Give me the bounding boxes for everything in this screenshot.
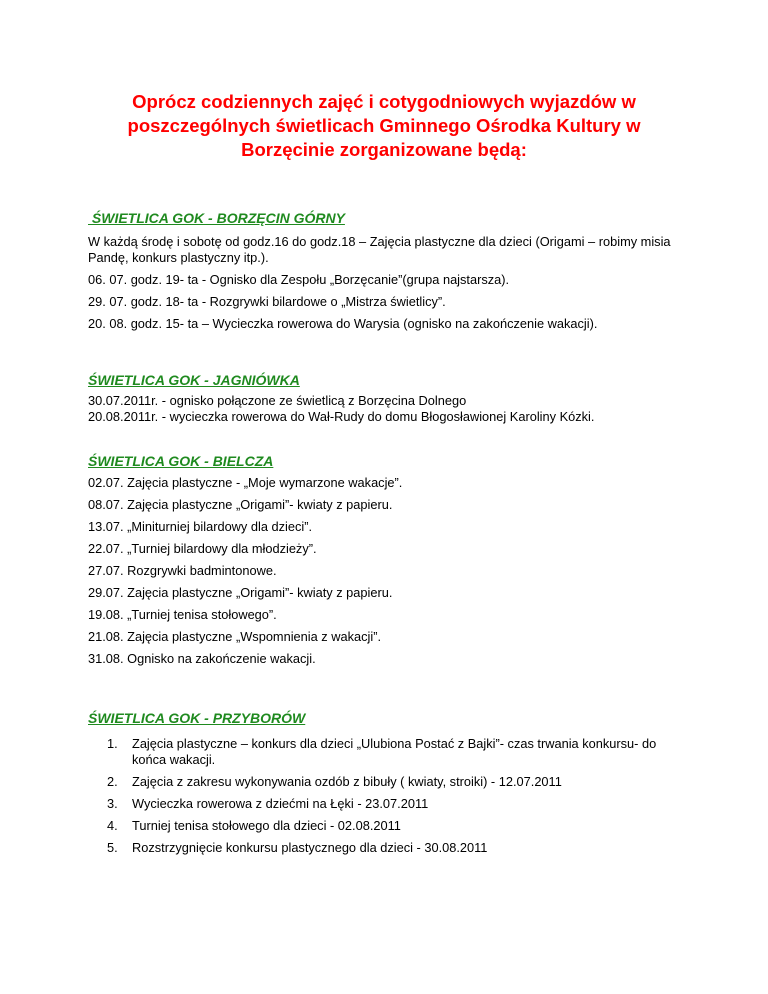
title-line-3: Borzęcinie zorganizowane będą: (241, 139, 527, 160)
list-text: Rozstrzygnięcie konkursu plastycznego dla dzieci - 30.08.2011 (132, 840, 488, 855)
section-item: W każdą środę i sobotę od godz.16 do godz.18 – Zajęcia plastyczne dla dzieci (Origami – robimy misia Pandę, konkurs plastyczny itp.). (88, 234, 671, 265)
list-text: Turniej tenisa stołowego dla dzieci - 02.08.2011 (132, 818, 401, 833)
list-item (107, 736, 657, 768)
section-heading: ŚWIETLICA GOK - PRZYBORÓW (88, 710, 306, 726)
list-number: 3. (107, 796, 118, 811)
section-heading: ŚWIETLICA GOK - BORZĘCIN GÓRNY (88, 210, 345, 226)
section-item: 06. 07. godz. 19- ta - Ognisko dla Zespołu „Borzęcanie”(grupa najstarsza). (88, 272, 510, 287)
section-item: 02.07. Zajęcia plastyczne - „Moje wymarzone wakacje”. (88, 475, 403, 490)
section-item: 20.08.2011r. - wycieczka rowerowa do Wał-Rudy do domu Błogosławionej Karoliny Kózki. (88, 409, 595, 424)
list-number: 4. (107, 818, 118, 833)
section-item: 19.08. „Turniej tenisa stołowego”. (88, 607, 277, 622)
section-item: 29. 07. godz. 18- ta - Rozgrywki bilardowe o „Mistrza świetlicy”. (88, 294, 446, 309)
section-jagniowka (88, 371, 688, 425)
section-item: 21.08. Zajęcia plastyczne „Wspomnienia z wakacji”. (88, 629, 382, 644)
section-item: 08.07. Zajęcia plastyczne „Origami”- kwiaty z papieru. (88, 497, 393, 512)
title-line-1: Oprócz codziennych zajęć i cotygodniowych wyjazdów w (132, 91, 636, 112)
section-borzecin-gorny (88, 209, 678, 332)
list-number: 1. (107, 736, 118, 751)
section-item: 30.07.2011r. - ognisko połączone ze świetlicą z Borzęcina Dolnego (88, 393, 467, 408)
section-item: 29.07. Zajęcia plastyczne „Origami”- kwiaty z papieru. (88, 585, 393, 600)
list-item (107, 818, 657, 834)
list-text: Zajęcia plastyczne – konkurs dla dzieci „Ulubiona Postać z Bajki”- czas trwania konkursu- do końca wakacji. (132, 736, 657, 767)
list-text: Zajęcia z zakresu wykonywania ozdób z bibuły ( kwiaty, stroiki) - 12.07.2011 (132, 774, 562, 789)
section-item: 20. 08. godz. 15- ta – Wycieczka rowerowa do Warysia (ognisko na zakończenie wakacji). (88, 316, 598, 331)
section-bielcza (88, 452, 688, 667)
list-item (107, 840, 657, 856)
section-item: 31.08. Ognisko na zakończenie wakacji. (88, 651, 316, 666)
page-title (60, 90, 708, 162)
section-item: 22.07. „Turniej bilardowy dla młodzieży”. (88, 541, 317, 556)
title-line-2: poszczególnych świetlicach Gminnego Ośrodka Kultury w (127, 115, 641, 136)
section-heading: ŚWIETLICA GOK - JAGNIÓWKA (88, 372, 300, 388)
section-item: 13.07. „Miniturniej bilardowy dla dzieci”. (88, 519, 313, 534)
list-text: Wycieczka rowerowa z dziećmi na Łęki - 23.07.2011 (132, 796, 429, 811)
list-item (107, 796, 657, 812)
numbered-list (107, 736, 657, 856)
list-item (107, 774, 657, 790)
section-item: 27.07. Rozgrywki badmintonowe. (88, 563, 277, 578)
section-heading: ŚWIETLICA GOK - BIELCZA (88, 453, 274, 469)
list-number: 5. (107, 840, 118, 855)
section-przyborow (88, 709, 688, 856)
list-number: 2. (107, 774, 118, 789)
